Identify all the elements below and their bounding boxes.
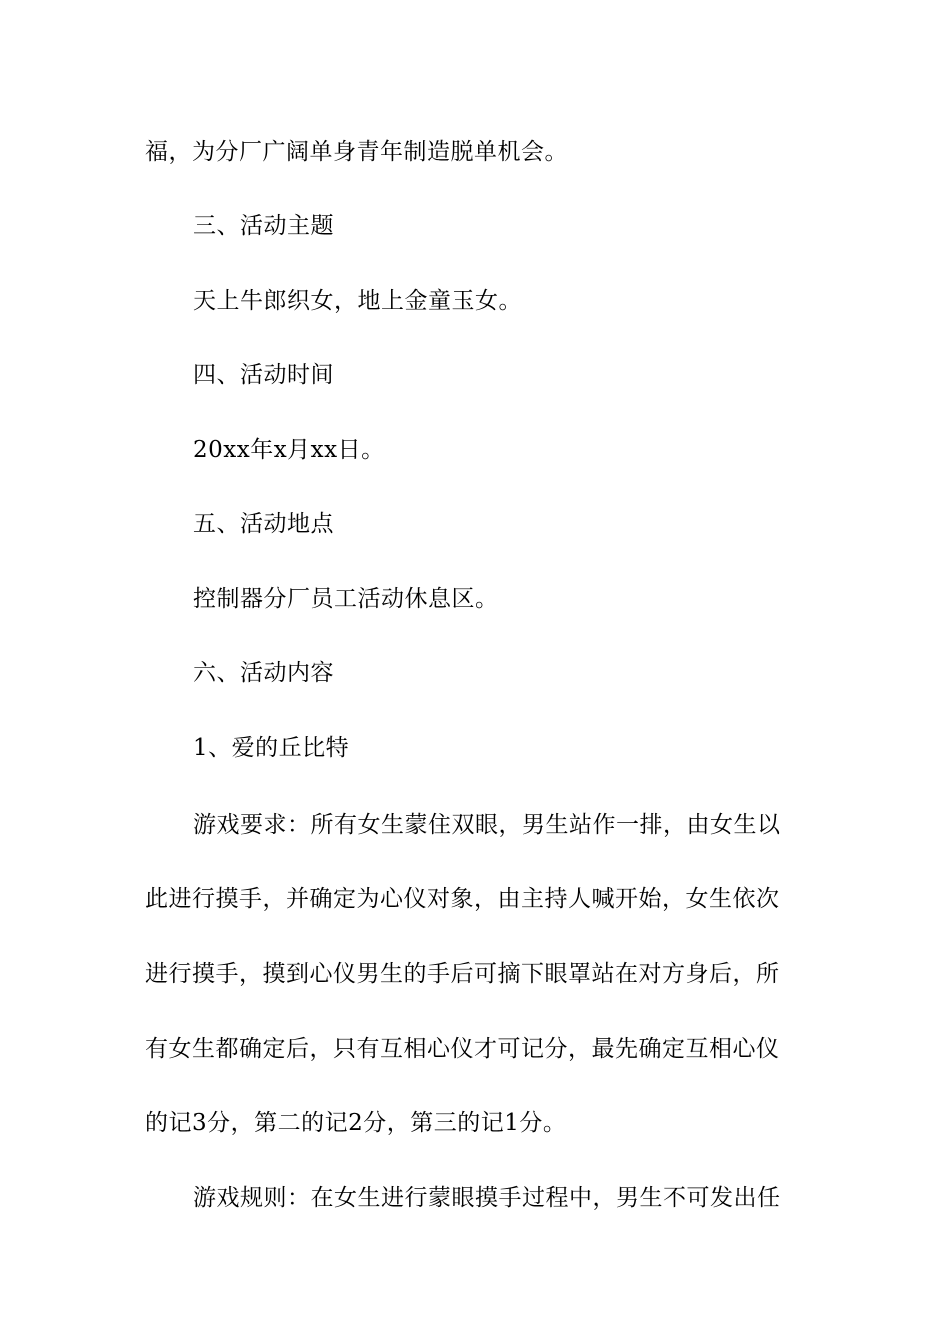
game-requirements-line: 此进行摸手，并确定为心仪对象，由主持人喊开始，女生依次 <box>145 886 780 912</box>
game-rules-line: 游戏规则：在女生进行蒙眼摸手过程中，男生不可发出任 <box>193 1185 781 1211</box>
section-heading-content: 六、活动内容 <box>193 660 334 686</box>
theme-text: 天上牛郎织女，地上金童玉女。 <box>193 288 522 314</box>
game-requirements-line: 游戏要求：所有女生蒙住双眼，男生站作一排，由女生以 <box>193 812 781 838</box>
section-heading-place: 五、活动地点 <box>193 511 334 537</box>
section-heading-time: 四、活动时间 <box>193 362 334 388</box>
section-heading-theme: 三、活动主题 <box>193 213 334 239</box>
subheading-cupid: 1、爱的丘比特 <box>193 735 350 761</box>
place-text: 控制器分厂员工活动休息区。 <box>193 586 499 612</box>
game-requirements-line: 的记3分，第二的记2分，第三的记1分。 <box>145 1110 567 1136</box>
paragraph-continuation: 福，为分厂广阔单身青年制造脱单机会。 <box>145 139 568 165</box>
game-requirements-line: 进行摸手，摸到心仪男生的手后可摘下眼罩站在对方身后，所 <box>145 961 780 987</box>
game-requirements-line: 有女生都确定后，只有互相心仪才可记分，最先确定互相心仪 <box>145 1036 780 1062</box>
time-text: 20xx年x月xx日。 <box>193 437 385 463</box>
